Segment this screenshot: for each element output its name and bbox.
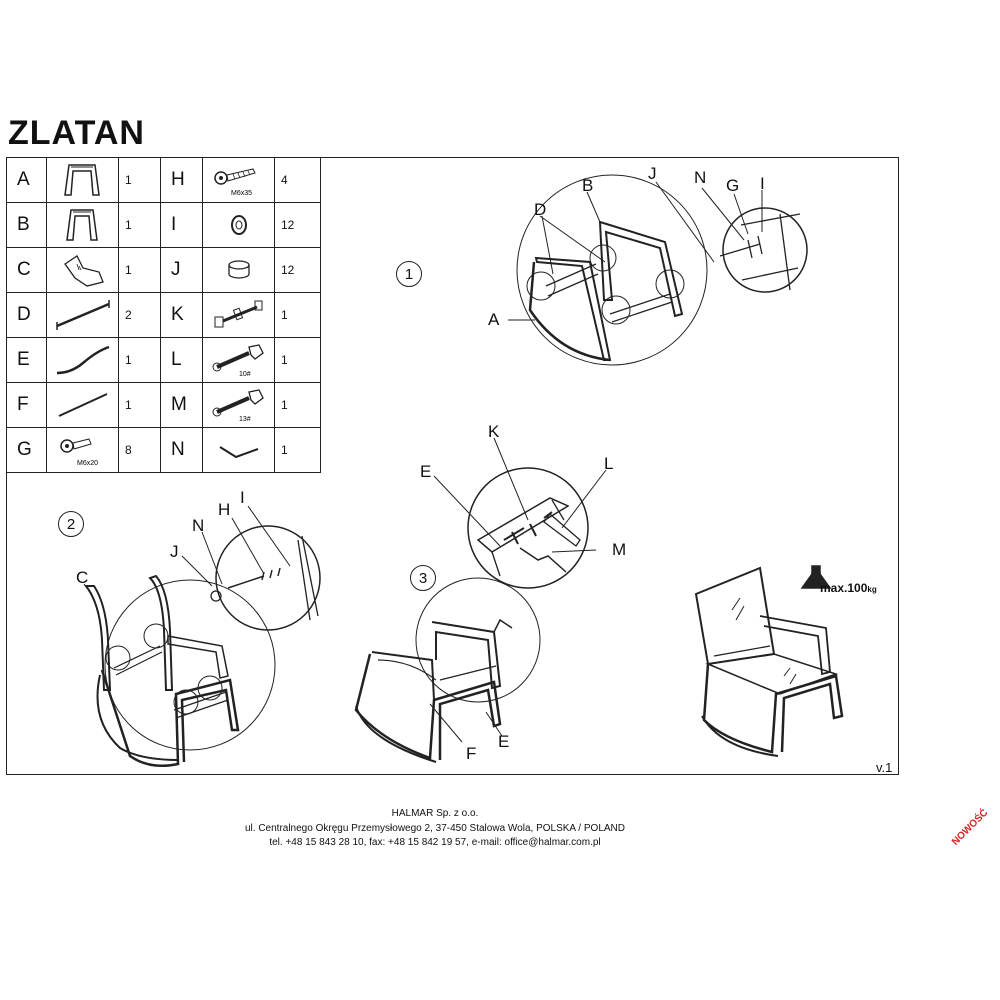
max-load-label: max.100kg (820, 581, 877, 595)
part-label-e: E (498, 732, 510, 751)
part-qty: 8 (119, 428, 161, 473)
part-label-a: A (488, 310, 500, 329)
part-letter: D (7, 293, 47, 338)
part-qty: 1 (119, 338, 161, 383)
part-letter: B (7, 203, 47, 248)
part-label-g: G (726, 176, 740, 195)
size-label: M6x20 (76, 460, 98, 467)
part-label-k: K (488, 422, 500, 441)
part-letter: J (161, 248, 203, 293)
part-letter: K (161, 293, 203, 338)
part-qty: 1 (275, 428, 321, 473)
part-label-n: N (694, 168, 707, 187)
part-letter: G (7, 428, 47, 473)
new-stamp: NOWOŚĆ (950, 807, 991, 848)
part-qty: 1 (275, 383, 321, 428)
part-qty: 1 (119, 248, 161, 293)
part-letter: N (161, 428, 203, 473)
step-2-drawing (84, 506, 320, 766)
footer-company: HALMAR Sp. z o.o. (391, 808, 479, 819)
part-label-d: D (534, 200, 547, 219)
part-qty: 1 (119, 158, 161, 203)
part-qty: 1 (119, 383, 161, 428)
part-label-f: F (466, 744, 477, 763)
size-label: 13# (238, 416, 251, 423)
version-label: v.1 (876, 760, 893, 775)
step-3-number: 3 (410, 565, 436, 591)
part-letter: E (7, 338, 47, 383)
part-label-b: B (582, 176, 594, 195)
part-label-n: N (192, 516, 205, 535)
part-letter: A (7, 158, 47, 203)
part-label-i: I (240, 488, 245, 507)
step-2-number: 2 (58, 511, 84, 537)
part-qty: 1 (275, 293, 321, 338)
finished-chair-drawing (696, 568, 842, 756)
footer-address: ul. Centralnego Okręgu Przemysłowego 2, 37-450 Stalowa Wola, POLSKA / POLAND (244, 823, 625, 834)
step-1-number: 1 (396, 261, 422, 287)
part-qty: 2 (119, 293, 161, 338)
part-letter: C (7, 248, 47, 293)
part-label-l: L (604, 454, 614, 473)
part-label-m: M (612, 540, 627, 559)
part-qty: 12 (275, 203, 321, 248)
part-label-j: J (648, 164, 657, 183)
part-qty: 1 (275, 338, 321, 383)
step-1-drawing (508, 175, 807, 365)
part-letter: I (161, 203, 203, 248)
part-label-c: C (76, 568, 89, 587)
size-label: 10# (238, 371, 251, 378)
product-title: ZLATAN (8, 114, 145, 152)
part-letter: L (161, 338, 203, 383)
part-label-e: E (420, 462, 432, 481)
part-label-i: I (760, 174, 765, 193)
part-label-j: J (170, 542, 179, 561)
part-label-h: H (218, 500, 231, 519)
part-qty: 4 (275, 158, 321, 203)
step-3-drawing (356, 438, 606, 762)
part-letter: M (161, 383, 203, 428)
footer-contact: tel. +48 15 843 28 10, fax: +48 15 842 19 57, e-mail: office@halmar.com.pl (269, 837, 601, 848)
part-letter: H (161, 158, 203, 203)
part-qty: 12 (275, 248, 321, 293)
size-label: M6x35 (230, 190, 252, 197)
part-letter: F (7, 383, 47, 428)
part-qty: 1 (119, 203, 161, 248)
